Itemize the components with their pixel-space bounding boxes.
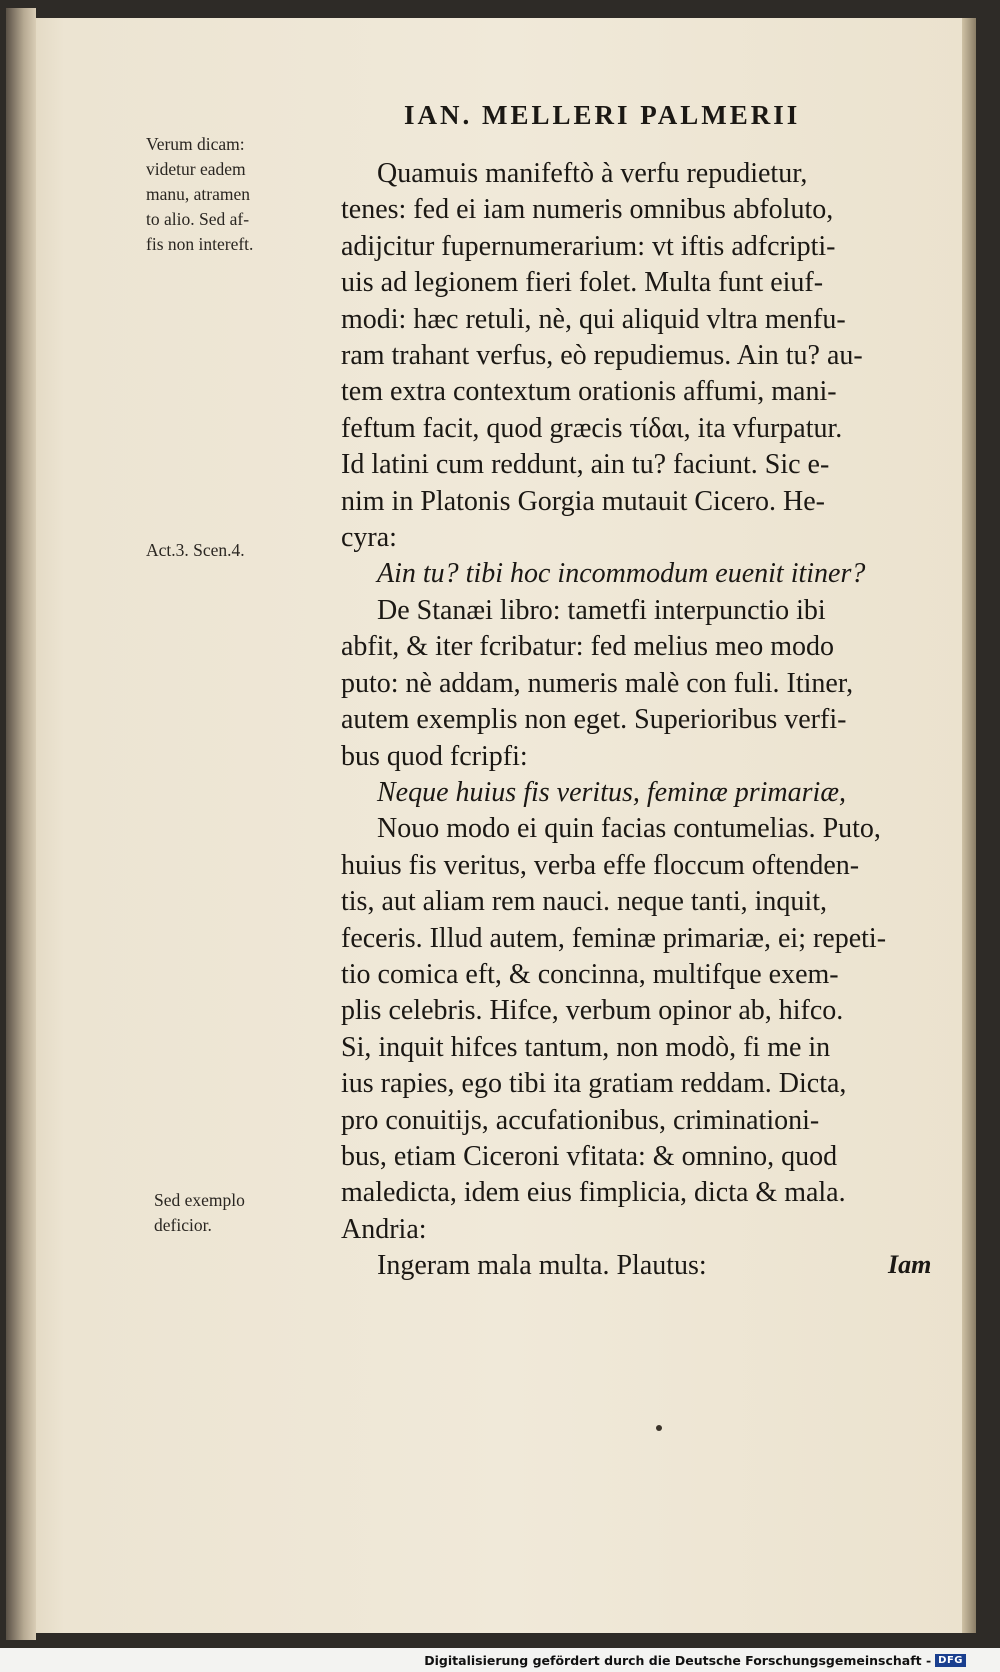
text-line: Si, inquit hifces tantum, non modò, fi me in [341,1031,831,1063]
text-line: Quamuis manifeftò à verfu repudietur, [377,158,808,189]
marginal-line: to alio. Sed af- [146,209,250,229]
marginal-line: videtur eadem [146,159,246,179]
text-line: ram trahant verfus, eò repudiemus. Ain tu? au- [341,340,863,372]
dfg-logo: DFG [935,1654,966,1667]
printer-mark [656,1425,662,1431]
marginal-note-1 [146,132,336,257]
text-line: De Stanæi libro: tametfi interpunctio ibi [377,594,826,626]
text-line: bus, etiam Ciceroni vfitata: & omnino, quod [341,1140,838,1172]
page-edge [962,18,976,1633]
marginal-line: Act.3. Scen.4. [146,540,245,560]
text-line: Id latini cum reddunt, ain tu? faciunt. Sic e- [341,449,830,481]
text-line: maledicta, idem eius fimplicia, dicta & mala. [341,1177,846,1209]
text-line: cyra: [341,522,397,554]
marginal-line: Verum dicam: [146,134,245,154]
text-line: abfit, & iter fcribatur: fed melius meo modo [341,631,834,663]
text-line: Nouo modo ei quin facias contumelias. Puto, [377,813,881,845]
marginal-note-2 [146,538,336,563]
text-line: autem exemplis non eget. Superioribus verfi- [341,704,847,736]
text-line: modi: hæc retuli, nè, qui aliquid vltra menfu- [341,303,846,335]
book-spine-edge [6,8,36,1640]
text-line: puto: nè addam, numeris malè con fuli. Itiner, [341,667,854,699]
marginal-line: fis non intereft. [146,234,254,254]
text-line: tem extra contextum orationis affumi, mani- [341,376,837,408]
text-line: adijcitur fupernumerarium: vt iftis adfcripti- [341,230,836,262]
text-line: uis ad legionem fieri folet. Multa funt eiuf- [341,267,824,299]
text-line: ius rapies, ego tibi ita gratiam reddam. Dicta, [341,1068,847,1100]
marginal-line: manu, atramen [146,184,250,204]
text-line: Ingeram mala multa. Plautus: [377,1250,707,1282]
text-line: pro conuitijs, accufationibus, criminationi- [341,1104,820,1136]
text-line: Ain tu? tibi hoc incommodum euenit itiner? [377,558,866,590]
book-page [36,18,976,1633]
text-line: feceris. Illud autem, feminæ primariæ, ei; repeti- [341,922,887,954]
catchword: Iam [888,1250,932,1279]
marginal-note-3 [154,1188,344,1238]
digitization-credit [424,1653,966,1668]
text-line: Neque huius fis veritus, feminæ primariæ, [377,776,846,808]
marginal-line: Sed exemplo [154,1190,245,1210]
text-line: huius fis veritus, verba effe floccum oftenden- [341,849,860,881]
text-line: tenes: fed ei iam numeris omnibus abfoluto, [341,194,834,226]
text-line: feftum facit, quod græcis τίδαι, ita vfurpatur. [341,412,843,444]
body-text [341,156,941,1285]
running-head: IAN. MELLERI PALMERII [404,100,801,130]
text-line: tio comica eft, & concinna, multifque exem- [341,958,839,990]
text-line: plis celebris. Hifce, verbum opinor ab, hifco. [341,995,844,1027]
text-line: nim in Platonis Gorgia mutauit Cicero. He- [341,485,825,517]
text-line: tis, aut aliam rem nauci. neque tanti, inquit, [341,886,827,918]
marginal-line: deficior. [154,1215,212,1235]
text-line: bus quod fcripfi: [341,740,528,772]
text-line: Andria: [341,1213,427,1245]
credit-text: Digitalisierung gefördert durch die Deutsche Forschungsgemeinschaft - [424,1653,932,1668]
